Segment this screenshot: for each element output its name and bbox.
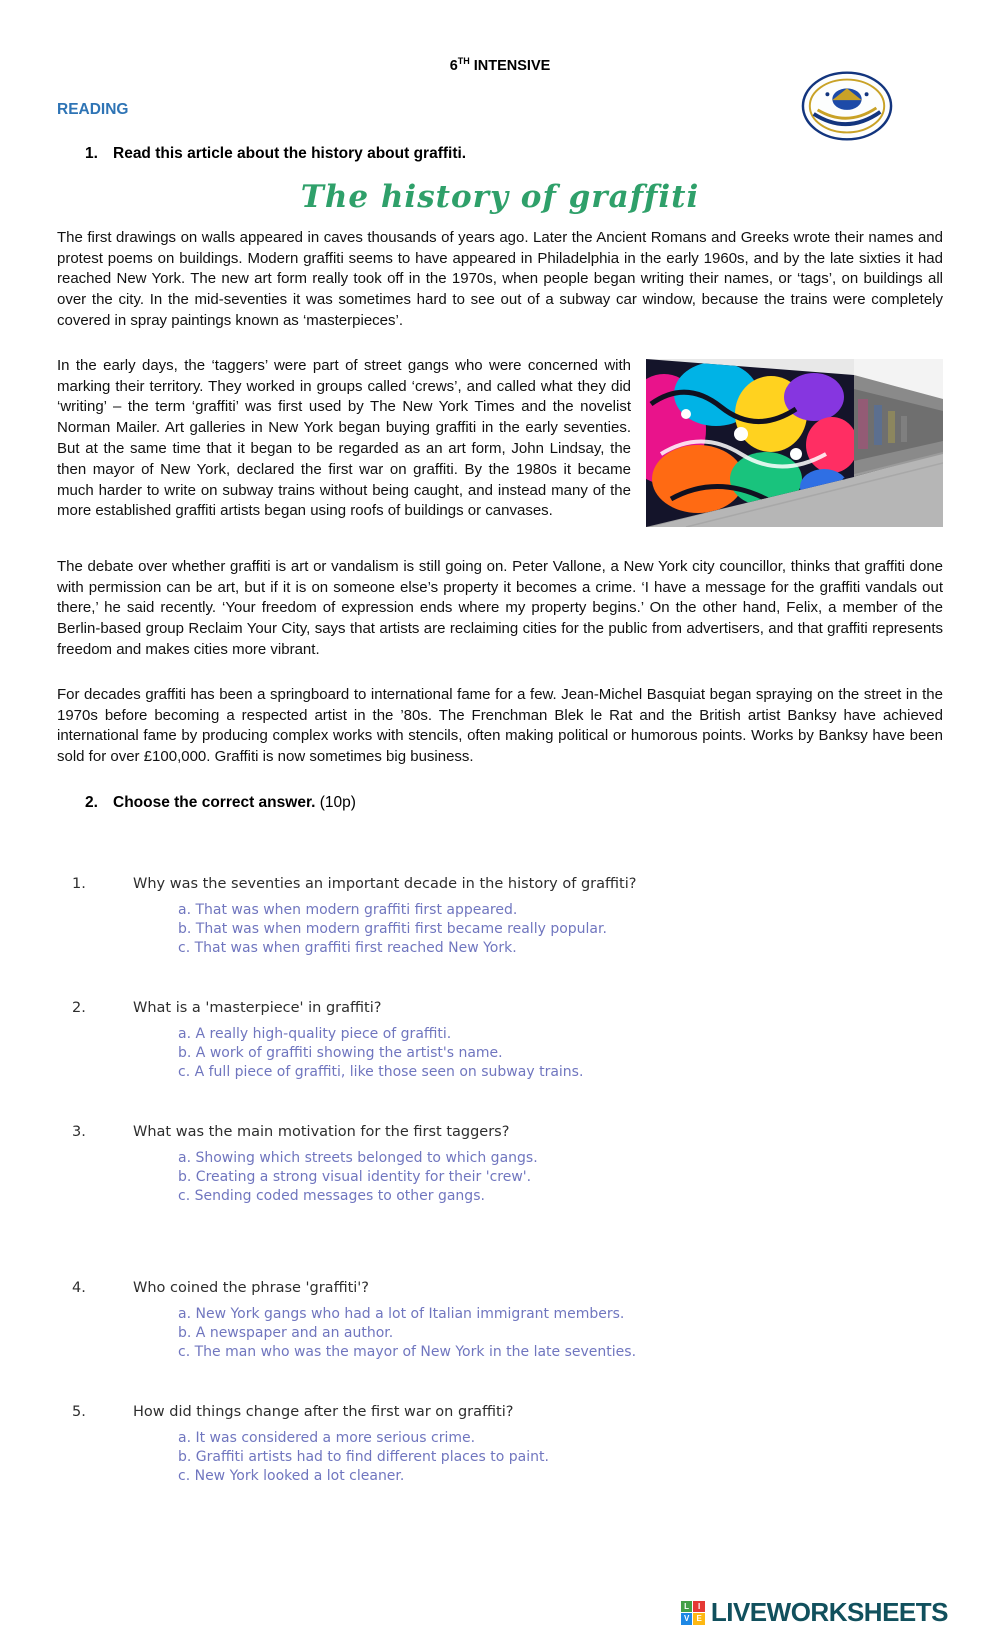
answer-option-a[interactable]: a. A really high-quality piece of graffiti. <box>178 1025 452 1042</box>
article-title: The history of graffiti <box>300 178 700 215</box>
questions-section <box>0 876 1000 1486</box>
answer-option-b[interactable]: b. That was when modern graffiti first became really popular. <box>178 920 607 937</box>
question-number: 4. <box>72 1279 86 1296</box>
answer-option-a[interactable]: a. New York gangs who had a lot of Italian immigrant members. <box>178 1305 625 1322</box>
question-1 <box>0 876 1000 958</box>
article-paragraph-2: In the early days, the ‘taggers’ were part of street gangs who were concerned with marking their territory. They worked in groups called ‘crews’, and called what they did ‘writing’ – the term ‘graffiti’ was first used by The New York Times and the novelist Norman Mailer. Art galleries in New York began buying graffiti in the early seventies. But at the same time that it began to be regarded as an art form, John Lindsay, the then mayor of New York, declared the first war on graffiti. By the 1980s it became much harder to write on subway trains without being caught, and instead many of the more established graffiti artists began using roofs of buildings or canvases. <box>57 356 631 520</box>
answer-option-c[interactable]: c. Sending coded messages to other gangs. <box>178 1187 485 1204</box>
answer-option-c[interactable]: c. That was when graffiti first reached New York. <box>178 939 517 956</box>
answer-option-b[interactable]: b. Graffiti artists had to find different places to paint. <box>178 1448 549 1465</box>
liveworksheets-wordmark: LIVEWORKSHEETS <box>710 1597 948 1627</box>
answer-option-b[interactable]: b. Creating a strong visual identity for their 'crew'. <box>178 1168 532 1185</box>
task2-number: 2. <box>85 793 98 811</box>
page-title-ordinal: TH <box>457 56 470 66</box>
graffiti-wall-image <box>646 359 943 527</box>
question-text: Who coined the phrase 'graffiti'? <box>133 1279 369 1296</box>
liveworksheets-icon <box>681 1601 705 1625</box>
icon-letter-i: I <box>693 1601 705 1613</box>
question-number: 3. <box>72 1123 86 1140</box>
section-heading-reading: READING <box>57 100 129 118</box>
school-badge-icon <box>800 70 894 142</box>
icon-letter-e: E <box>693 1613 705 1625</box>
answer-option-a[interactable]: a. Showing which streets belonged to which gangs. <box>178 1149 538 1166</box>
task2-instruction-line <box>0 794 1000 812</box>
answer-option-b[interactable]: b. A newspaper and an author. <box>178 1324 394 1341</box>
question-number: 2. <box>72 999 86 1016</box>
answer-option-a[interactable]: a. That was when modern graffiti first appeared. <box>178 901 518 918</box>
question-text: What is a 'masterpiece' in graffiti? <box>133 999 382 1016</box>
article-body <box>0 228 1000 768</box>
question-5-options <box>0 1429 1000 1486</box>
question-5 <box>0 1404 1000 1486</box>
question-1-options <box>0 901 1000 958</box>
task2-instruction: Choose the correct answer. <box>113 793 316 811</box>
question-4 <box>0 1280 1000 1362</box>
graffiti-wall-illustration <box>646 359 943 527</box>
question-4-options <box>0 1305 1000 1362</box>
answer-option-c[interactable]: c. A full piece of graffiti, like those seen on subway trains. <box>178 1063 584 1080</box>
article-paragraph-4: For decades graffiti has been a springboard to international fame for a few. Jean-Michel Basquiat began spraying on the street in the 1970s before becoming a respected artist in the ’80s. The Frenchman Blek le Rat and the British artist Banksy have achieved international fame by producing complex works with stencils, often making political or humorous points. Works by Banksy have been sold for over £100,000. Graffiti is now sometimes big business. <box>57 685 943 766</box>
question-2 <box>0 1000 1000 1082</box>
task2-points: (10p) <box>319 793 356 811</box>
page-title-text: INTENSIVE <box>473 57 551 74</box>
question-number: 1. <box>72 875 86 892</box>
question-3-options <box>0 1149 1000 1206</box>
question-number: 5. <box>72 1403 86 1420</box>
question-3 <box>0 1124 1000 1206</box>
school-logo <box>800 70 894 142</box>
liveworksheets-brand[interactable] <box>681 1597 948 1628</box>
question-text: How did things change after the first war on graffiti? <box>133 1403 514 1420</box>
page-title <box>0 0 1000 74</box>
article-paragraph-1: The first drawings on walls appeared in caves thousands of years ago. Later the Ancient Romans and Greeks wrote their names and protest poems on buildings. Modern graffiti seems to have appeared in Philadelphia in the early 1960s, and by the late sixties it had reached New York. The new art form really took off in the 1970s, when people began writing their names, or ‘tags’, on buildings all over the city. In the mid-seventies it was sometimes hard to see out of a subway car window, because the trains were completely covered in spray paintings known as ‘masterpieces’. <box>57 228 943 330</box>
question-2-options <box>0 1025 1000 1082</box>
answer-option-c[interactable]: c. The man who was the mayor of New York in the late seventies. <box>178 1343 637 1360</box>
task1-number: 1. <box>85 144 98 162</box>
question-text: Why was the seventies an important decade in the history of graffiti? <box>133 875 637 892</box>
page-title-number: 6 <box>449 57 458 74</box>
article-paragraph-3: The debate over whether graffiti is art or vandalism is still going on. Peter Vallone, a New York city councillor, thinks that graffiti done with permission can be art, but if it is on someone else’s property it becomes a crime. ‘I have a message for the graffiti vandals out there,’ he said recently. ‘Your freedom of expression ends where my property begins.’ On the other hand, Felix, a member of the Berlin-based group Reclaim Your City, says that artists are reclaiming cities for the public from advertisers, and that graffiti represents freedom and makes cities more vibrant. <box>57 557 943 658</box>
icon-letter-v: V <box>681 1613 693 1625</box>
question-text: What was the main motivation for the first taggers? <box>133 1123 510 1140</box>
icon-letter-l: L <box>681 1601 693 1613</box>
article-paragraph-2-block <box>57 356 943 533</box>
answer-option-b[interactable]: b. A work of graffiti showing the artist's name. <box>178 1044 503 1061</box>
task1-instruction-line <box>0 145 1000 163</box>
task1-instruction: Read this article about the history about graffiti. <box>113 144 467 162</box>
answer-option-a[interactable]: a. It was considered a more serious crime. <box>178 1429 476 1446</box>
answer-option-c[interactable]: c. New York looked a lot cleaner. <box>178 1467 405 1484</box>
